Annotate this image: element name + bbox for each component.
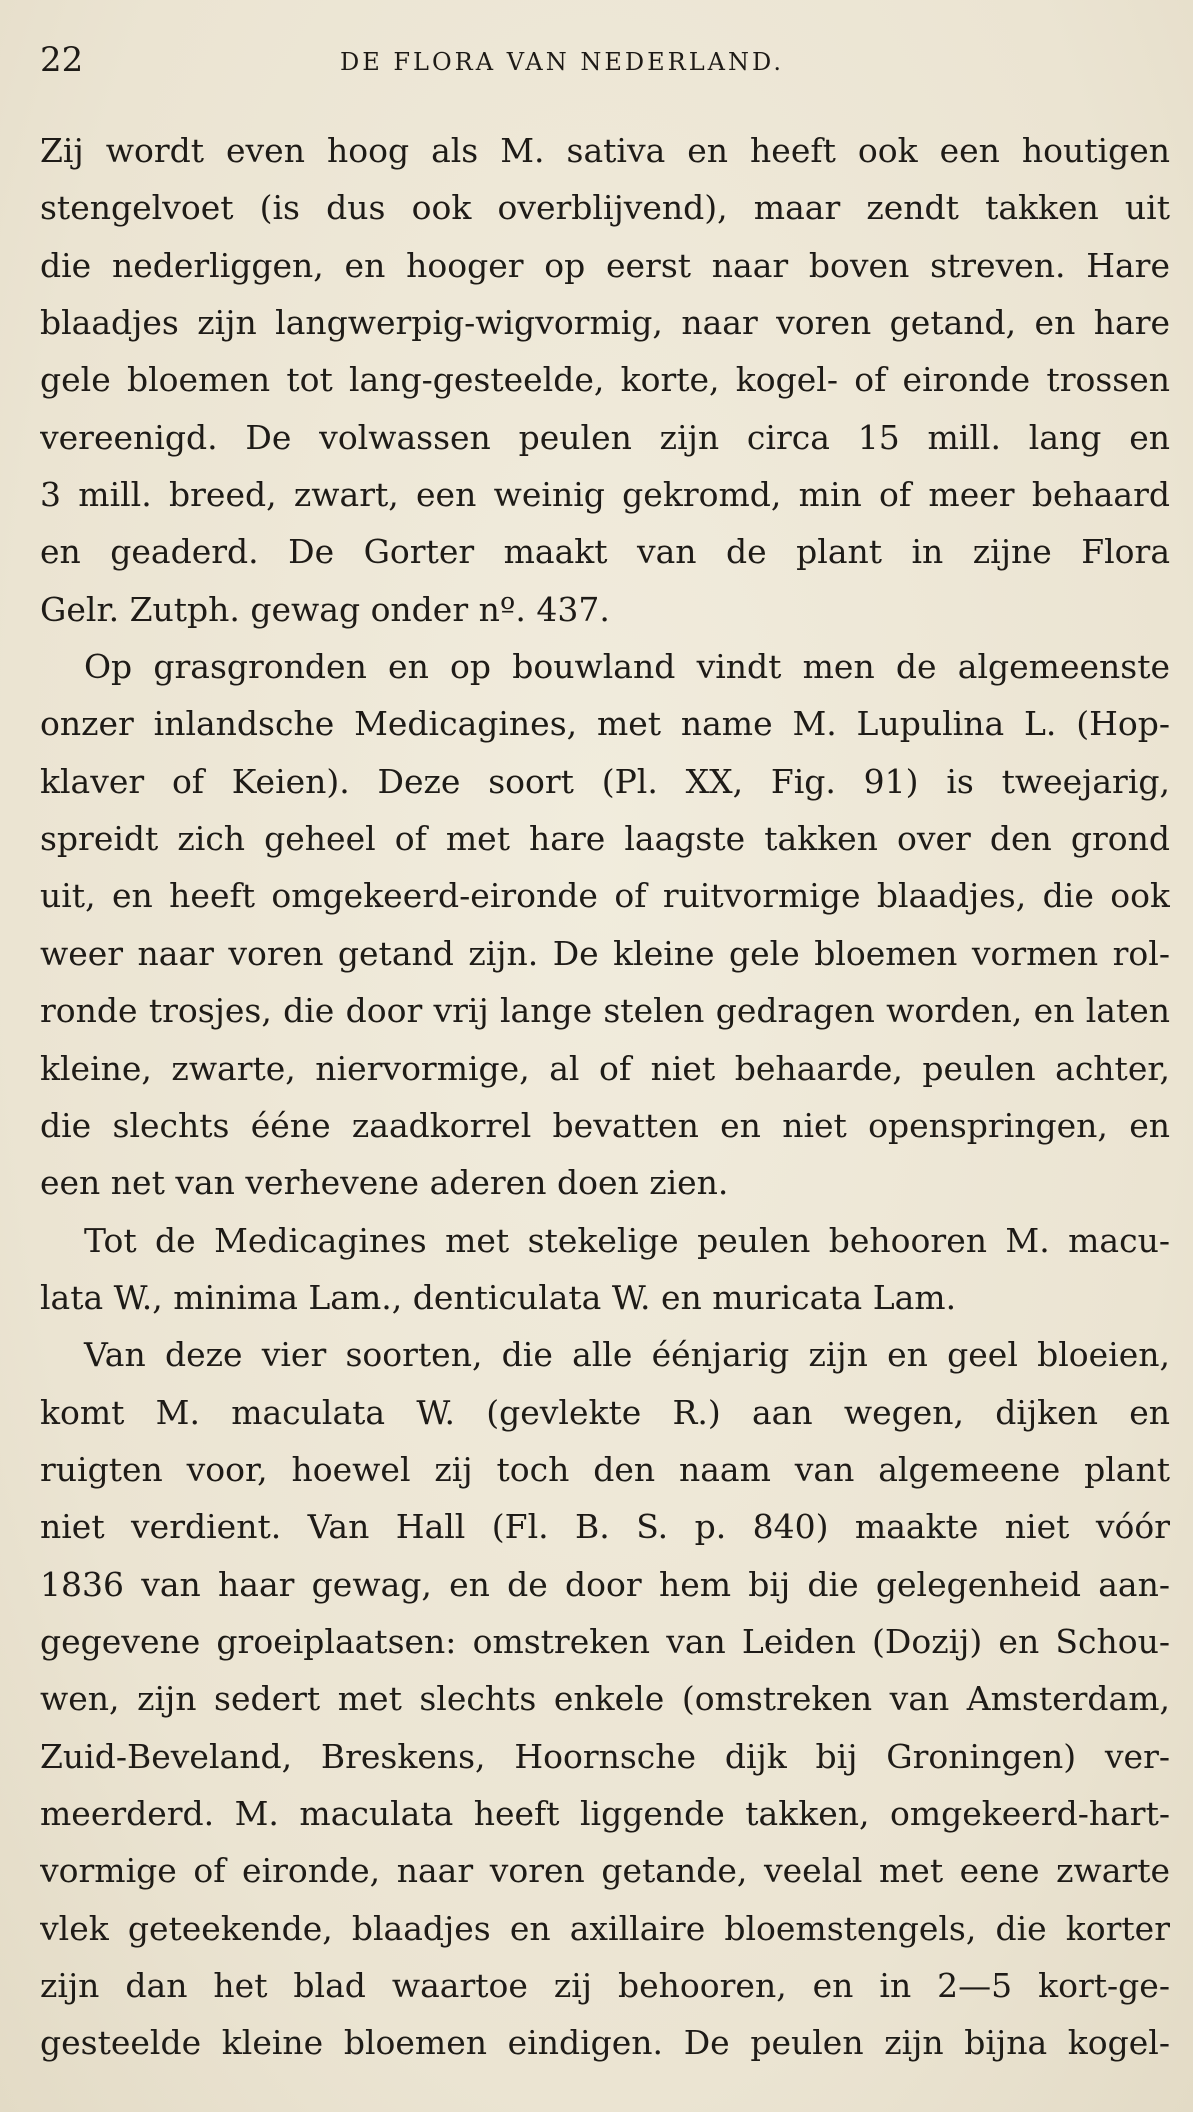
text-line: vlek geteekende, blaadjes en axillaire bloemstengels, die korter bbox=[40, 1908, 1170, 1948]
page-header bbox=[40, 40, 1153, 80]
text-line: Zij wordt even hoog als M. sativa en heeft ook een houtigen bbox=[40, 131, 1170, 170]
text-line: klaver of Keien). Deze soort (Pl. XX, Fig. 91) is tweejarig, bbox=[40, 761, 1170, 801]
text-line: Zuid-Beveland, Breskens, Hoornsche dijk bij Groningen) ver- bbox=[40, 1736, 1170, 1776]
text-line: 3 mill. breed, zwart, een weinig gekromd, min of meer behaard bbox=[40, 475, 1170, 515]
text-line: gegevene groeiplaatsen: omstreken van Leiden (Dozij) en Schou- bbox=[40, 1621, 1170, 1661]
text-line: ronde trosjes, die door vrij lange stelen gedragen worden, en laten bbox=[40, 991, 1170, 1031]
text-line: spreidt zich geheel of met hare laagste takken over den grond bbox=[40, 819, 1170, 859]
text-line: kleine, zwarte, niervormige, al of niet behaarde, peulen achter, bbox=[40, 1048, 1170, 1088]
text-line: onzer inlandsche Medicagines, met name M. Lupulina L. (Hop- bbox=[40, 704, 1170, 744]
text-line: lata W., minima Lam., denticulata W. en muricata Lam. bbox=[40, 1277, 957, 1317]
text-line: komt M. maculata W. (gevlekte R.) aan wegen, dijken en bbox=[40, 1392, 1170, 1432]
text-line: niet verdient. Van Hall (Fl. B. S. p. 840) maakte niet vóór bbox=[40, 1507, 1170, 1547]
text-line: wen, zijn sedert met slechts enkele (omstreken van Amsterdam, bbox=[40, 1679, 1170, 1719]
text-line: een net van verhevene aderen doen zien. bbox=[40, 1163, 729, 1203]
page-number: 22 bbox=[40, 40, 84, 80]
text-line: ruigten voor, hoewel zij toch den naam van algemeene plant bbox=[40, 1449, 1170, 1489]
text-line: blaadjes zijn langwerpig-wigvormig, naar voren getand, en hare bbox=[40, 303, 1170, 343]
text-line: en geaderd. De Gorter maakt van de plant in zijne Flora bbox=[40, 532, 1170, 572]
text-line: Op grasgronden en op bouwland vindt men de algemeenste bbox=[84, 647, 1170, 687]
text-line: Tot de Medicagines met stekelige peulen behooren M. macu- bbox=[84, 1220, 1170, 1260]
text-line: die nederliggen, en hooger op eerst naar boven streven. Hare bbox=[40, 245, 1170, 285]
text-line: meerderd. M. maculata heeft liggende takken, omgekeerd-hart- bbox=[40, 1793, 1170, 1833]
text-line: gele bloemen tot lang-gesteelde, korte, kogel- of eironde trossen bbox=[40, 360, 1170, 400]
text-line: gesteelde kleine bloemen eindigen. De peulen zijn bijna kogel- bbox=[40, 2023, 1170, 2063]
text-line: weer naar voren getand zijn. De kleine gele bloemen vormen rol- bbox=[40, 933, 1170, 973]
text-line: zijn dan het blad waartoe zij behooren, en in 2—5 kort-ge- bbox=[40, 1966, 1170, 2005]
text-line: stengelvoet (is dus ook overblijvend), maar zendt takken uit bbox=[40, 188, 1170, 228]
text-line: Gelr. Zutph. gewag onder nº. 437. bbox=[40, 589, 610, 629]
text-line: 1836 van haar gewag, en de door hem bij die gelegenheid aan- bbox=[40, 1564, 1170, 1604]
body-text bbox=[40, 122, 1170, 2072]
running-head: DE FLORA VAN NEDERLAND. bbox=[340, 48, 784, 76]
text-line: vereenigd. De volwassen peulen zijn circa 15 mill. lang en bbox=[40, 417, 1170, 457]
text-line: die slechts ééne zaadkorrel bevatten en niet openspringen, en bbox=[40, 1105, 1170, 1145]
text-line: vormige of eironde, naar voren getande, veelal met eene zwarte bbox=[40, 1851, 1170, 1891]
text-line: Van deze vier soorten, die alle éénjarig zijn en geel bloeien, bbox=[84, 1335, 1170, 1375]
text-line: uit, en heeft omgekeerd-eironde of ruitvormige blaadjes, die ook bbox=[40, 876, 1170, 916]
